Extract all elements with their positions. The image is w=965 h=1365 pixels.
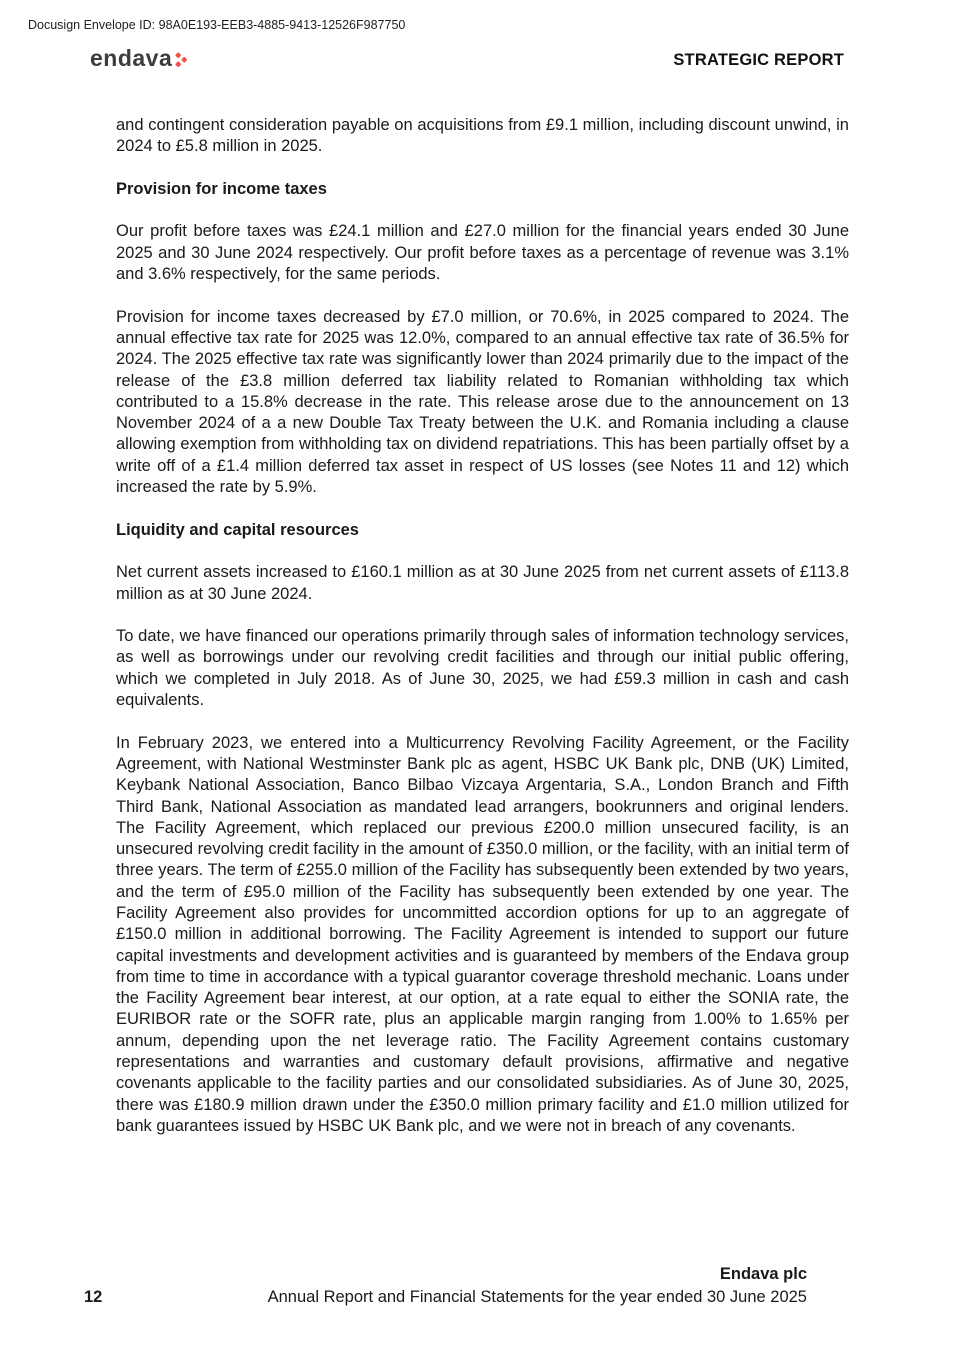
docusign-envelope-id: Docusign Envelope ID: 98A0E193-EEB3-4885-9413-12526F987750 (28, 18, 406, 32)
paragraph-net-current-assets: Net current assets increased to £160.1 million as at 30 June 2025 from net current assets of £113.8 million as at 30 June 2024. (116, 563, 849, 603)
report-body (116, 115, 849, 1159)
logo-wordmark: endava (90, 45, 173, 71)
footer-company: Endava plc (719, 1265, 807, 1283)
heading-income-taxes: Provision for income taxes (116, 179, 327, 198)
paragraph-financing: To date, we have financed our operations primarily through sales of information technology services, as well as borrowings under our revolving credit facilities and through our initial public offering, which we completed in July 2018. As of June 30, 2025, we had £59.3 million in cash and cash equivalents. (116, 627, 849, 710)
paragraph-profit: Our profit before taxes was £24.1 million and £27.0 million for the financial years ended 30 June 2025 and 30 June 2024 respectively. Our profit before taxes as a percentage of revenue was 3.1% and 3.6% respectively, for the same periods. (116, 222, 849, 284)
paragraph-facility-agreement: In February 2023, we entered into a Multicurrency Revolving Facility Agreement, or the Facility Agreement, with National Westminster Bank plc as agent, HSBC UK Bank plc, DNB (UK) Limited, Keybank National Association, Banco Bilbao Vizcaya Argentaria, S.A., London Branch and Fifth Third Bank, National Association as mandated lead arrangers, bookrunners and original lenders. The Facility Agreement, which replaced our previous £200.0 million unsecured facility, is an unsecured revolving credit facility in the amount of £350.0 million, or the facility, with an initial term of three years. The term of £255.0 million of the Facility has subsequently been extended by two years, and the term of £95.0 million of the Facility has subsequently been extended by one year. The Facility Agreement also provides for uncommitted accordion options for up to an aggregate of £150.0 million in additional borrowing. The Facility Agreement is intended to support our future capital investments and development activities and is guaranteed by members of the Endava group from time to time in accordance with a typical guarantor coverage threshold mechanic. Loans under the Facility Agreement bear interest, at our option, at a rate equal to either the SONIA rate, the EURIBOR rate or the SOFR rate, plus an applicable margin ranging from 1.00% to 1.65% per annum, depending upon the net leverage ratio. The Facility Agreement contains customary representations and warranties and customary default provisions, affirmative and negative covenants applicable to the facility parties and our consolidated subsidiaries. As of June 30, 2025, there was £180.9 million drawn under the £350.0 million primary facility and £1.0 million utilized for bank guarantees issued by HSBC UK Bank plc, and we were not in breach of any covenants. (116, 733, 849, 1135)
page-number: 12 (84, 1288, 103, 1306)
endava-logo (90, 45, 189, 72)
paragraph-intro: and contingent consideration payable on acquisitions from £9.1 million, including discount unwind, in 2024 to £5.8 million in 2025. (116, 116, 849, 156)
section-title: STRATEGIC REPORT (673, 51, 844, 69)
footer-report-title: Annual Report and Financial Statements for the year ended 30 June 2025 (267, 1288, 807, 1306)
endava-mark-icon (175, 52, 189, 68)
paragraph-tax-provision: Provision for income taxes decreased by £7.0 million, or 70.6%, in 2025 compared to 2024. The annual effective tax rate for 2025 was 12.0%, compared to an annual effective tax rate of 36.5% for 2024. The 2025 effective tax rate was significantly lower than 2024 primarily due to the impact of the release of the £3.8 million deferred tax liability related to Romanian withholding tax which contributed to a 15.8% decrease in the rate. This release arose due to the announcement on 13 November 2024 of a a new Double Tax Treaty between the U.K. and Romania including a clause allowing exemption from withholding tax on dividend repatriations. This has been partially offset by a write off of a £1.4 million deferred tax asset in respect of US losses (see Notes 11 and 12) which increased the rate by 5.9%. (116, 307, 849, 497)
heading-liquidity: Liquidity and capital resources (116, 520, 359, 539)
